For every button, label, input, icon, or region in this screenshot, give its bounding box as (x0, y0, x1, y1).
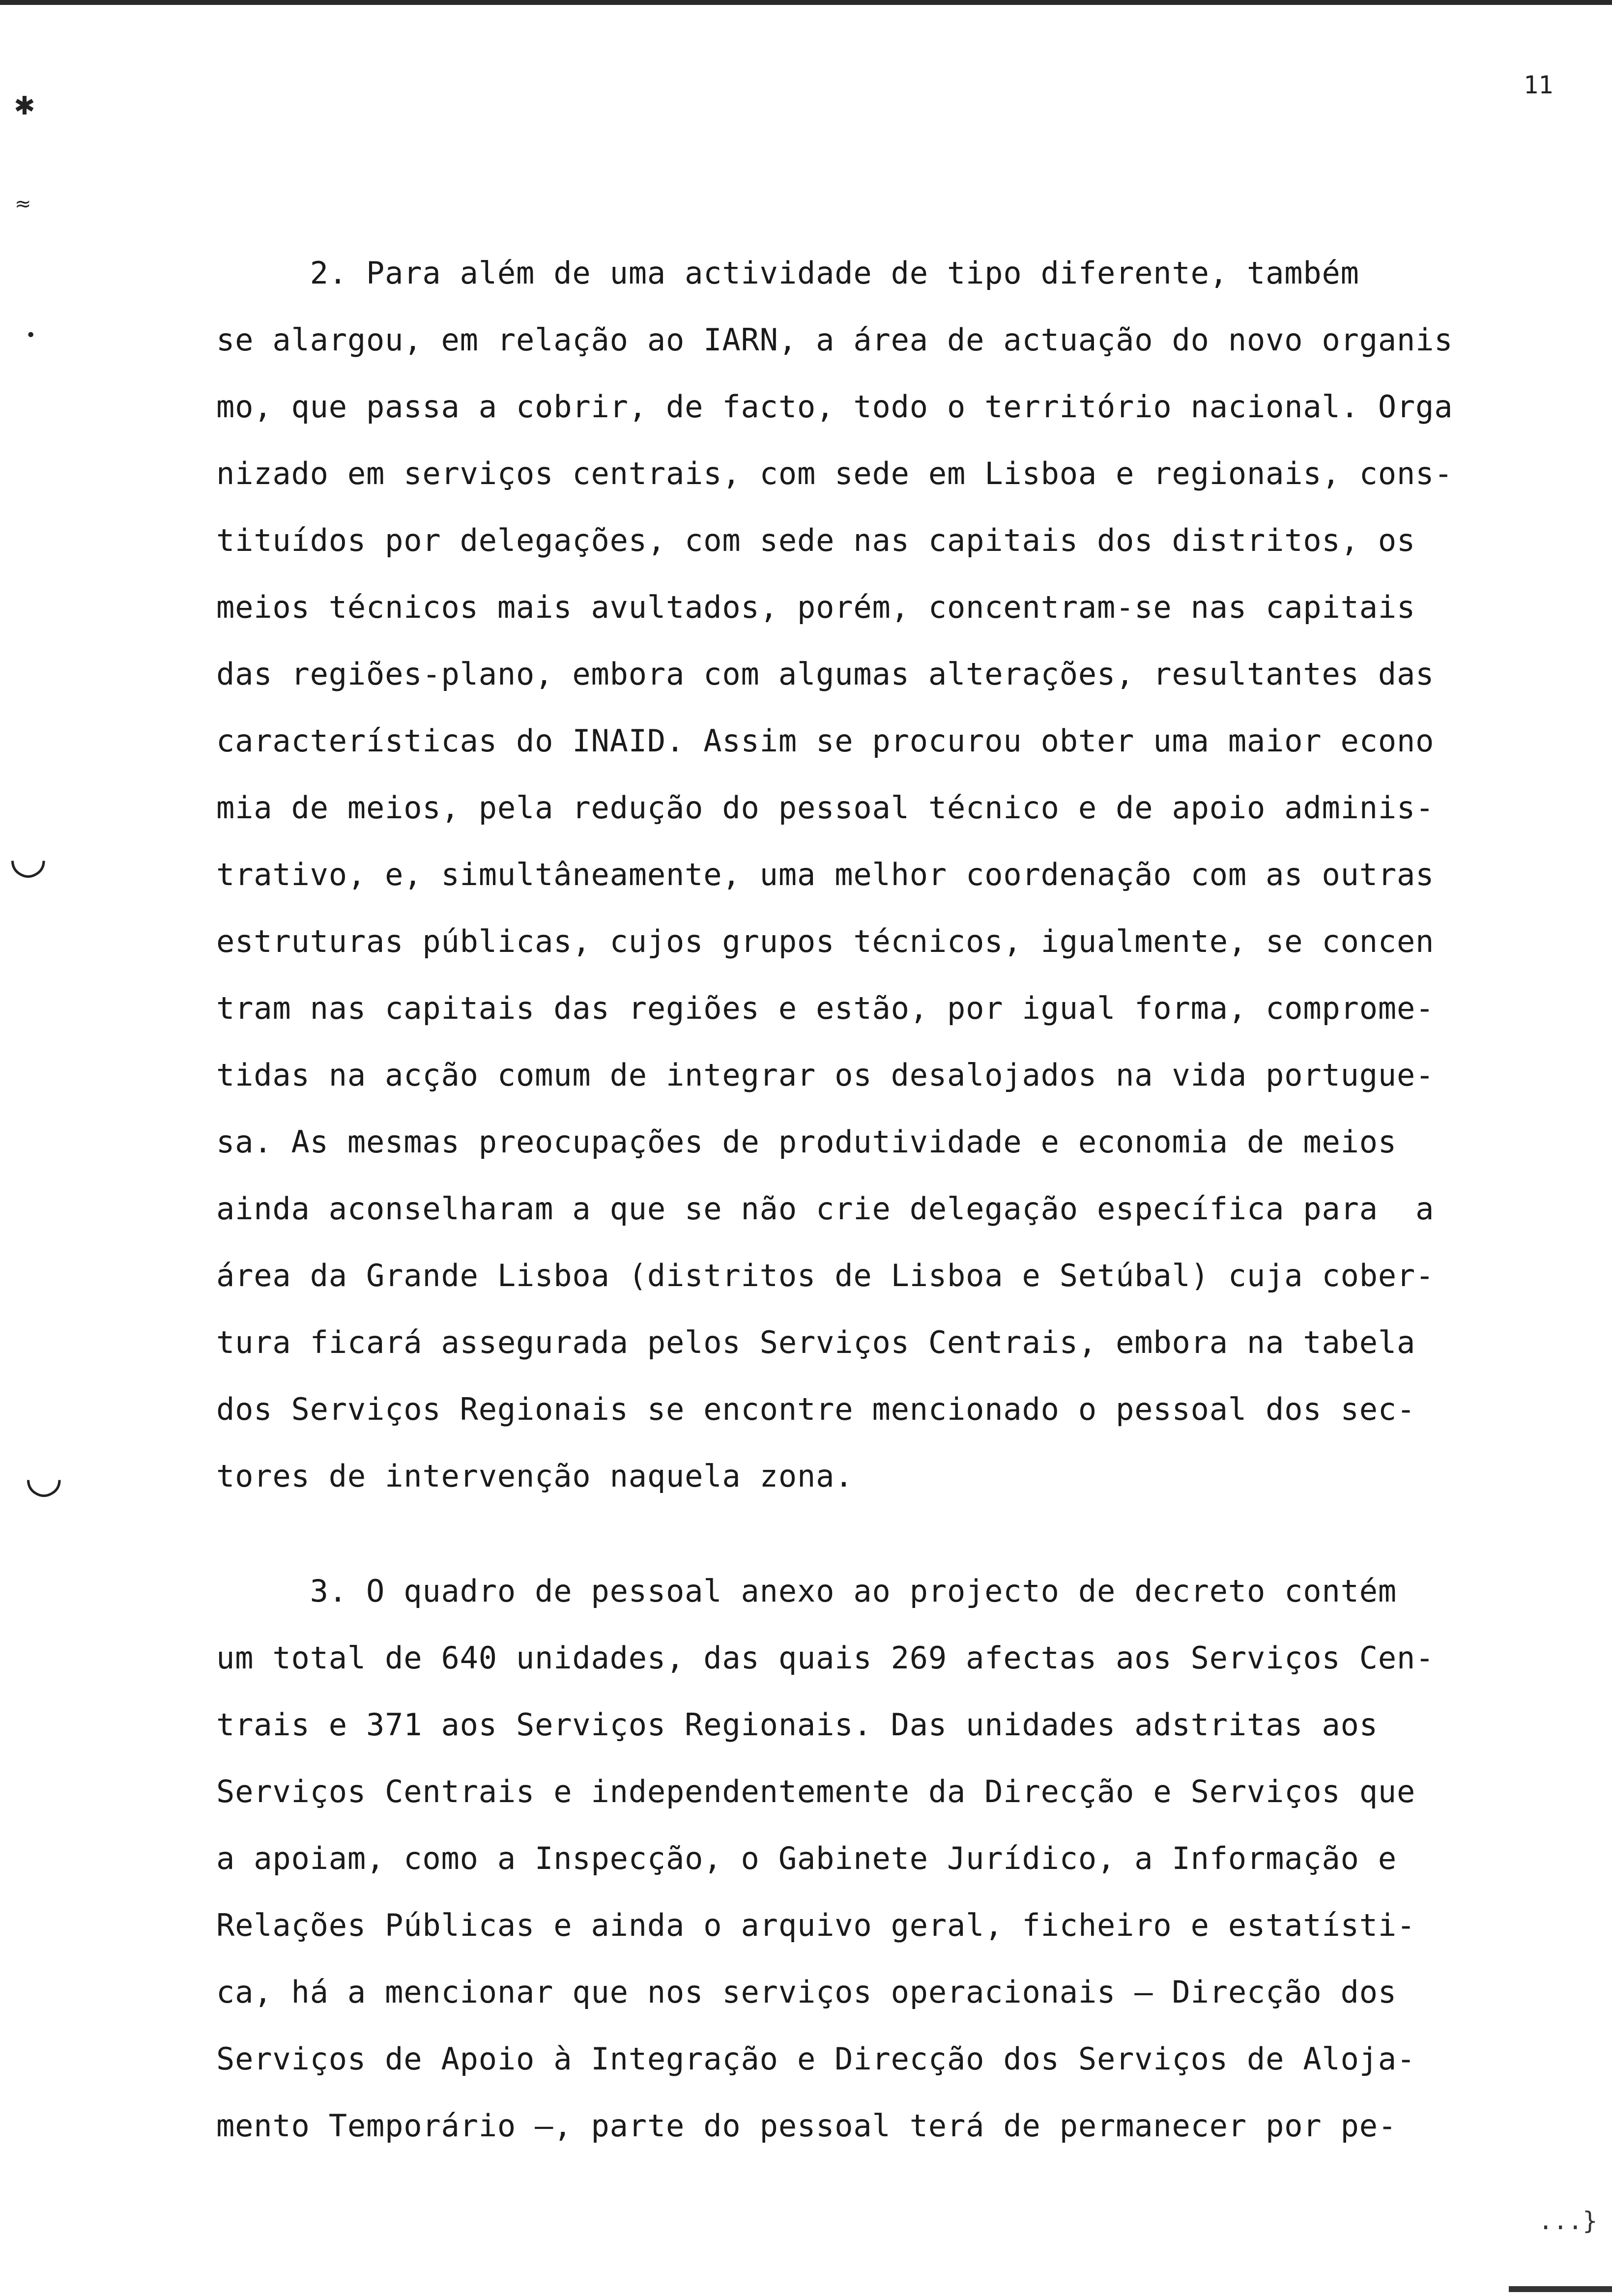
text-line: ainda aconselharam a que se não crie delegação específica para a (216, 1191, 1435, 1227)
text-line: tituídos por delegações, com sede nas capitais dos distritos, os (216, 522, 1416, 558)
continuation-mark: ...} (1538, 2207, 1598, 2235)
margin-mark-icon: ≈ (15, 193, 31, 215)
text-line: Serviços Centrais e independentemente da Direcção e Serviços que (216, 1774, 1416, 1809)
margin-mark-icon: • (26, 325, 36, 345)
text-line: mia de meios, pela redução do pessoal técnico e de apoio adminis- (216, 790, 1435, 826)
margin-mark-icon: ◡ (9, 832, 48, 883)
text-line: características do INAID. Assim se procurou obter uma maior econo (216, 723, 1435, 759)
text-line: trais e 371 aos Serviços Regionais. Das unidades adstritas aos (216, 1707, 1378, 1743)
text-line: 3. O quadro de pessoal anexo ao projecto de decreto contém (216, 1573, 1397, 1609)
paragraph-2 (216, 240, 1573, 1510)
text-line: área da Grande Lisboa (distritos de Lisboa e Setúbal) cuja cober- (216, 1258, 1435, 1293)
text-line: tores de intervenção naquela zona. (216, 1458, 854, 1494)
text-line: ca, há a mencionar que nos serviços operacionais — Direcção dos (216, 1974, 1397, 2010)
margin-mark-icon: ✱ (14, 91, 35, 121)
text-line: mo, que passa a cobrir, de facto, todo o território nacional. Orga (216, 389, 1453, 425)
top-rule (0, 0, 1612, 5)
text-line: sa. As mesmas preocupações de produtividade e economia de meios (216, 1124, 1397, 1160)
text-line: a apoiam, como a Inspecção, o Gabinete Jurídico, a Informação e (216, 1840, 1397, 1876)
text-line: trativo, e, simultâneamente, uma melhor coordenação com as outras (216, 857, 1435, 892)
text-line: Relações Públicas e ainda o arquivo geral, ficheiro e estatísti- (216, 1907, 1416, 1943)
text-line: tura ficará assegurada pelos Serviços Centrais, embora na tabela (216, 1324, 1416, 1360)
paragraph-3 (216, 1558, 1573, 2159)
text-line: meios técnicos mais avultados, porém, concentram-se nas capitais (216, 589, 1416, 625)
text-line: nizado em serviços centrais, com sede em Lisboa e regionais, cons- (216, 456, 1453, 491)
text-line: tidas na acção comum de integrar os desalojados na vida portugue- (216, 1057, 1435, 1093)
text-line: um total de 640 unidades, das quais 269 afectas aos Serviços Cen- (216, 1640, 1435, 1676)
text-line: 2. Para além de uma actividade de tipo diferente, também (216, 255, 1359, 291)
text-line: estruturas públicas, cujos grupos técnicos, igualmente, se concen (216, 923, 1435, 959)
text-line: mento Temporário —, parte do pessoal terá de permanecer por pe- (216, 2108, 1397, 2144)
text-line: Serviços de Apoio à Integração e Direcção dos Serviços de Aloja- (216, 2041, 1416, 2077)
text-line: das regiões-plano, embora com algumas alterações, resultantes das (216, 656, 1435, 692)
margin-mark-icon: ◡ (25, 1451, 63, 1502)
scan-smudge (1509, 2286, 1612, 2292)
text-line: tram nas capitais das regiões e estão, por igual forma, comprome- (216, 990, 1435, 1026)
page-number: 11 (1524, 71, 1554, 99)
text-line: se alargou, em relação ao IARN, a área de actuação do novo organis (216, 322, 1453, 358)
text-line: dos Serviços Regionais se encontre mencionado o pessoal dos sec- (216, 1391, 1416, 1427)
